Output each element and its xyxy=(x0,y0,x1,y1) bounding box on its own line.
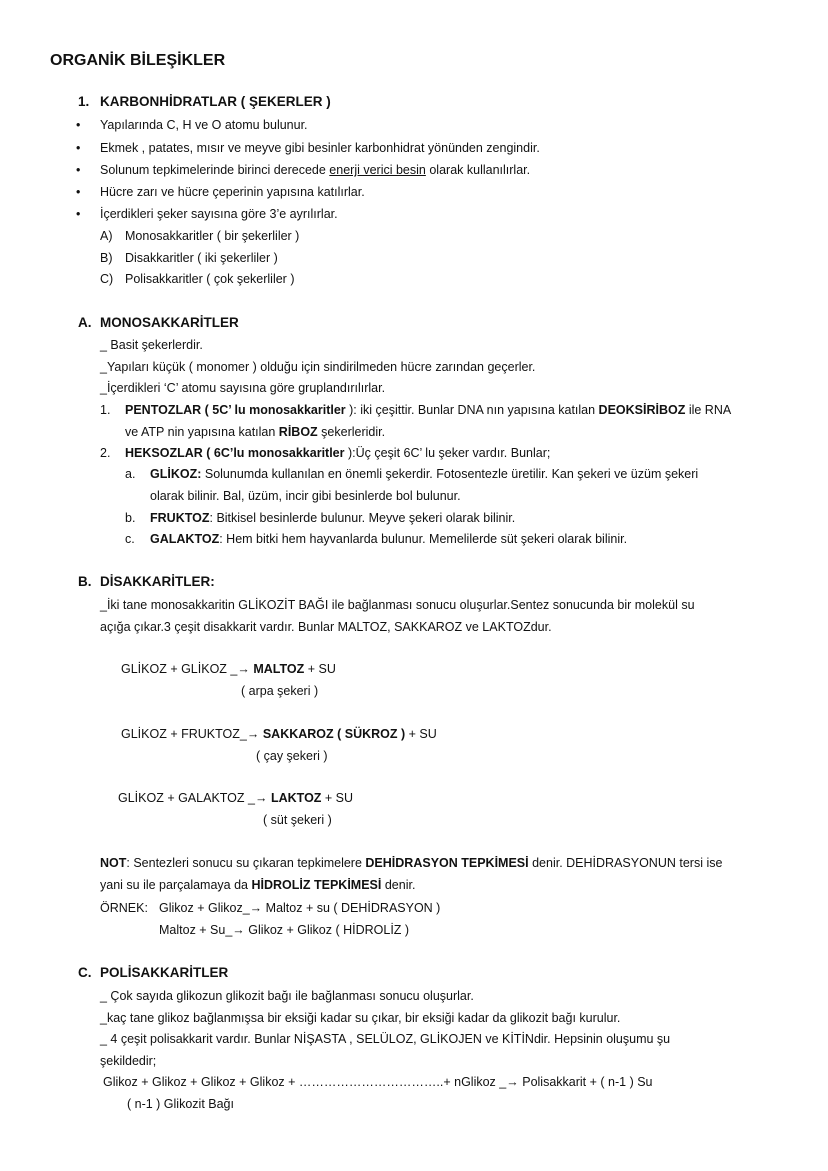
text: Glikoz + Glikoz xyxy=(159,901,243,915)
text: : Bitkisel besinlerde bulunur. Meyve şekeri olarak bilinir. xyxy=(209,511,516,525)
text: yani su ile parçalamaya da xyxy=(100,878,252,892)
example-hydrolysis xyxy=(159,922,409,938)
text-line: açığa çıkar.3 çeşit disakkarit vardır. Bunlar MALTOZ, SAKKAROZ ve LAKTOZdur. xyxy=(100,620,552,634)
bullet-text: Ekmek , patates, mısır ve meyve gibi besinler karbonhidrat yönünden zengindir. xyxy=(100,141,540,155)
byproduct: + SU xyxy=(405,727,437,741)
list-item-fruktoz xyxy=(150,510,515,526)
list-number: 2. xyxy=(100,446,111,460)
product: MALTOZ xyxy=(253,662,305,676)
section-heading: KARBONHİDRATLAR ( ŞEKERLER ) xyxy=(100,94,331,109)
text-line: _ 4 çeşit polisakkarit vardır. Bunlar NİŞASTA , SELÜLOZ, GLİKOJEN ve KİTİNdir. Hepsinin oluşumu şu xyxy=(100,1032,671,1046)
bullet-icon: • xyxy=(76,118,81,132)
text-line: _Yapıları küçük ( monomer ) olduğu için sindirilmeden hücre zarından geçerler. xyxy=(100,360,536,374)
text-line: _İçerdikleri ‘C’ atomu sayısına göre gruplandırılırlar. xyxy=(100,381,386,395)
text: denir. DEHİDRASYONUN tersi ise xyxy=(528,856,723,870)
bold-text: RİBOZ xyxy=(278,425,318,439)
text: denir. xyxy=(381,878,416,892)
bold-text: PENTOZLAR ( 5C’ lu monosakkaritler xyxy=(125,403,346,417)
list-item: Disakkaritler ( iki şekerliler ) xyxy=(125,251,278,265)
bullet-text: Hücre zarı ve hücre çeperinin yapısına katılırlar. xyxy=(100,185,365,199)
bullet-icon: • xyxy=(76,185,81,199)
polysaccharide-formula xyxy=(103,1074,653,1090)
text: Solunumda kullanılan en önemli şekerdir. Fotosentezle üretilir. Kan şekeri ve üzüm şekeri xyxy=(201,467,699,481)
reactants: GLİKOZ + GLİKOZ xyxy=(121,662,231,676)
list-letter: b. xyxy=(125,511,136,525)
text-line: şekildedir; xyxy=(100,1054,157,1068)
arrow-icon: _→ xyxy=(230,662,250,676)
note-line xyxy=(100,877,415,893)
text: şekerleridir. xyxy=(317,425,386,439)
reaction-laktoz xyxy=(118,790,353,806)
list-item-heksoz xyxy=(125,445,550,461)
list-item-continuation xyxy=(125,424,385,440)
reactants: GLİKOZ + GALAKTOZ xyxy=(118,791,249,805)
bullet-text xyxy=(100,162,530,178)
reaction-note: ( arpa şekeri ) xyxy=(241,684,319,698)
text: Maltoz + Su xyxy=(159,923,226,937)
bullet-text: Yapılarında C, H ve O atomu bulunur. xyxy=(100,118,308,132)
text: ile RNA xyxy=(685,403,732,417)
list-letter: a. xyxy=(125,467,136,481)
reactants: GLİKOZ + FRUKTOZ xyxy=(121,727,240,741)
bold-text: FRUKTOZ xyxy=(150,511,210,525)
section-heading: DİSAKKARİTLER: xyxy=(100,574,215,589)
product: LAKTOZ xyxy=(270,791,322,805)
bullet-icon: • xyxy=(76,163,81,177)
section-number: C. xyxy=(78,965,92,980)
text: : Sentezleri sonucu su çıkaran tepkimelere xyxy=(126,856,366,870)
formula-note: ( n-1 ) Glikozit Bağı xyxy=(127,1097,234,1111)
product: SAKKAROZ ( SÜKROZ ) xyxy=(262,727,406,741)
text: olarak kullanılırlar. xyxy=(425,163,531,177)
underlined-text: enerji verici besin xyxy=(329,163,426,177)
reaction-note: ( süt şekeri ) xyxy=(263,813,332,827)
bold-text: HİDROLİZ TEPKİMESİ xyxy=(251,878,382,892)
bold-text: DEOKSİRİBOZ xyxy=(598,403,686,417)
text: Glikoz + Glikoz ( HİDROLİZ ) xyxy=(248,923,410,937)
section-heading: MONOSAKKARİTLER xyxy=(100,315,239,330)
list-item-continuation: olarak bilinir. Bal, üzüm, incir gibi besinlerde bol bulunur. xyxy=(150,489,461,503)
list-letter: C) xyxy=(100,272,114,286)
bullet-icon: • xyxy=(76,207,81,221)
text-line: _kaç tane glikoz bağlanmışsa bir eksiği kadar su çıkar, bir eksiği kadar da glikozit bağı kurulur. xyxy=(100,1011,621,1025)
text: ve ATP nin yapısına katılan xyxy=(125,425,279,439)
reaction-note: ( çay şekeri ) xyxy=(256,749,328,763)
bullet-icon: • xyxy=(76,141,81,155)
list-item: Monosakkaritler ( bir şekerliler ) xyxy=(125,229,300,243)
reaction-sakkaroz xyxy=(121,726,437,742)
bold-text: HEKSOZLAR ( 6C’lu monosakkaritler xyxy=(125,446,345,460)
text: Maltoz + su ( DEHİDRASYON ) xyxy=(265,901,441,915)
section-heading: POLİSAKKARİTLER xyxy=(100,965,229,980)
section-number: B. xyxy=(78,574,92,589)
bold-text: GLİKOZ: xyxy=(150,467,202,481)
text: Solunum tepkimelerinde birinci derecede xyxy=(100,163,330,177)
text: ):Üç çeşit 6C’ lu şeker vardır. Bunlar; xyxy=(344,446,551,460)
list-item: Polisakkaritler ( çok şekerliler ) xyxy=(125,272,295,286)
bold-text: NOT xyxy=(100,856,127,870)
byproduct: + SU xyxy=(321,791,354,805)
bullet-text: İçerdikleri şeker sayısına göre 3’e ayrılırlar. xyxy=(100,207,338,221)
arrow-icon: _→ xyxy=(499,1075,519,1089)
arrow-icon: _→ xyxy=(239,727,260,741)
text: : Hem bitki hem hayvanlarda bulunur. Memelilerde süt şekeri olarak bilinir. xyxy=(219,532,628,546)
section-number: A. xyxy=(78,315,92,330)
arrow-icon: _→ xyxy=(242,901,263,915)
list-letter: B) xyxy=(100,251,113,265)
text-line: _ Çok sayıda glikozun glikozit bağı ile bağlanması sonucu oluşurlar. xyxy=(100,989,474,1003)
text-line: _ Basit şekerlerdir. xyxy=(100,338,203,352)
arrow-icon: _→ xyxy=(225,923,245,937)
note-line xyxy=(100,855,722,871)
list-item-galaktoz xyxy=(150,531,627,547)
example-label: ÖRNEK: xyxy=(100,901,148,915)
list-item-pentoz xyxy=(125,402,731,418)
bold-text: DEHİDRASYON TEPKİMESİ xyxy=(365,856,529,870)
list-number: 1. xyxy=(100,403,111,417)
page-title: ORGANİK BİLEŞİKLER xyxy=(50,52,226,69)
example-dehydration xyxy=(159,900,440,916)
text: ): iki çeşittir. Bunlar DNA nın yapısına katılan xyxy=(345,403,599,417)
arrow-icon: _→ xyxy=(248,791,268,805)
reaction-maltoz xyxy=(121,661,336,677)
list-item-glikoz xyxy=(150,466,698,482)
text: Glikoz + Glikoz + Glikoz + Glikoz + ……………………………..+ nGlikoz xyxy=(103,1075,496,1089)
bold-text: GALAKTOZ xyxy=(150,532,220,546)
text: Polisakkarit + ( n-1 ) Su xyxy=(522,1075,653,1089)
byproduct: + SU xyxy=(304,662,336,676)
text-line: _İki tane monosakkaritin GLİKOZİT BAĞI ile bağlanması sonucu oluşurlar.Sentez sonucunda bir molekül su xyxy=(100,598,695,612)
list-letter: A) xyxy=(100,229,113,243)
list-letter: c. xyxy=(125,532,135,546)
section-number: 1. xyxy=(78,94,90,109)
